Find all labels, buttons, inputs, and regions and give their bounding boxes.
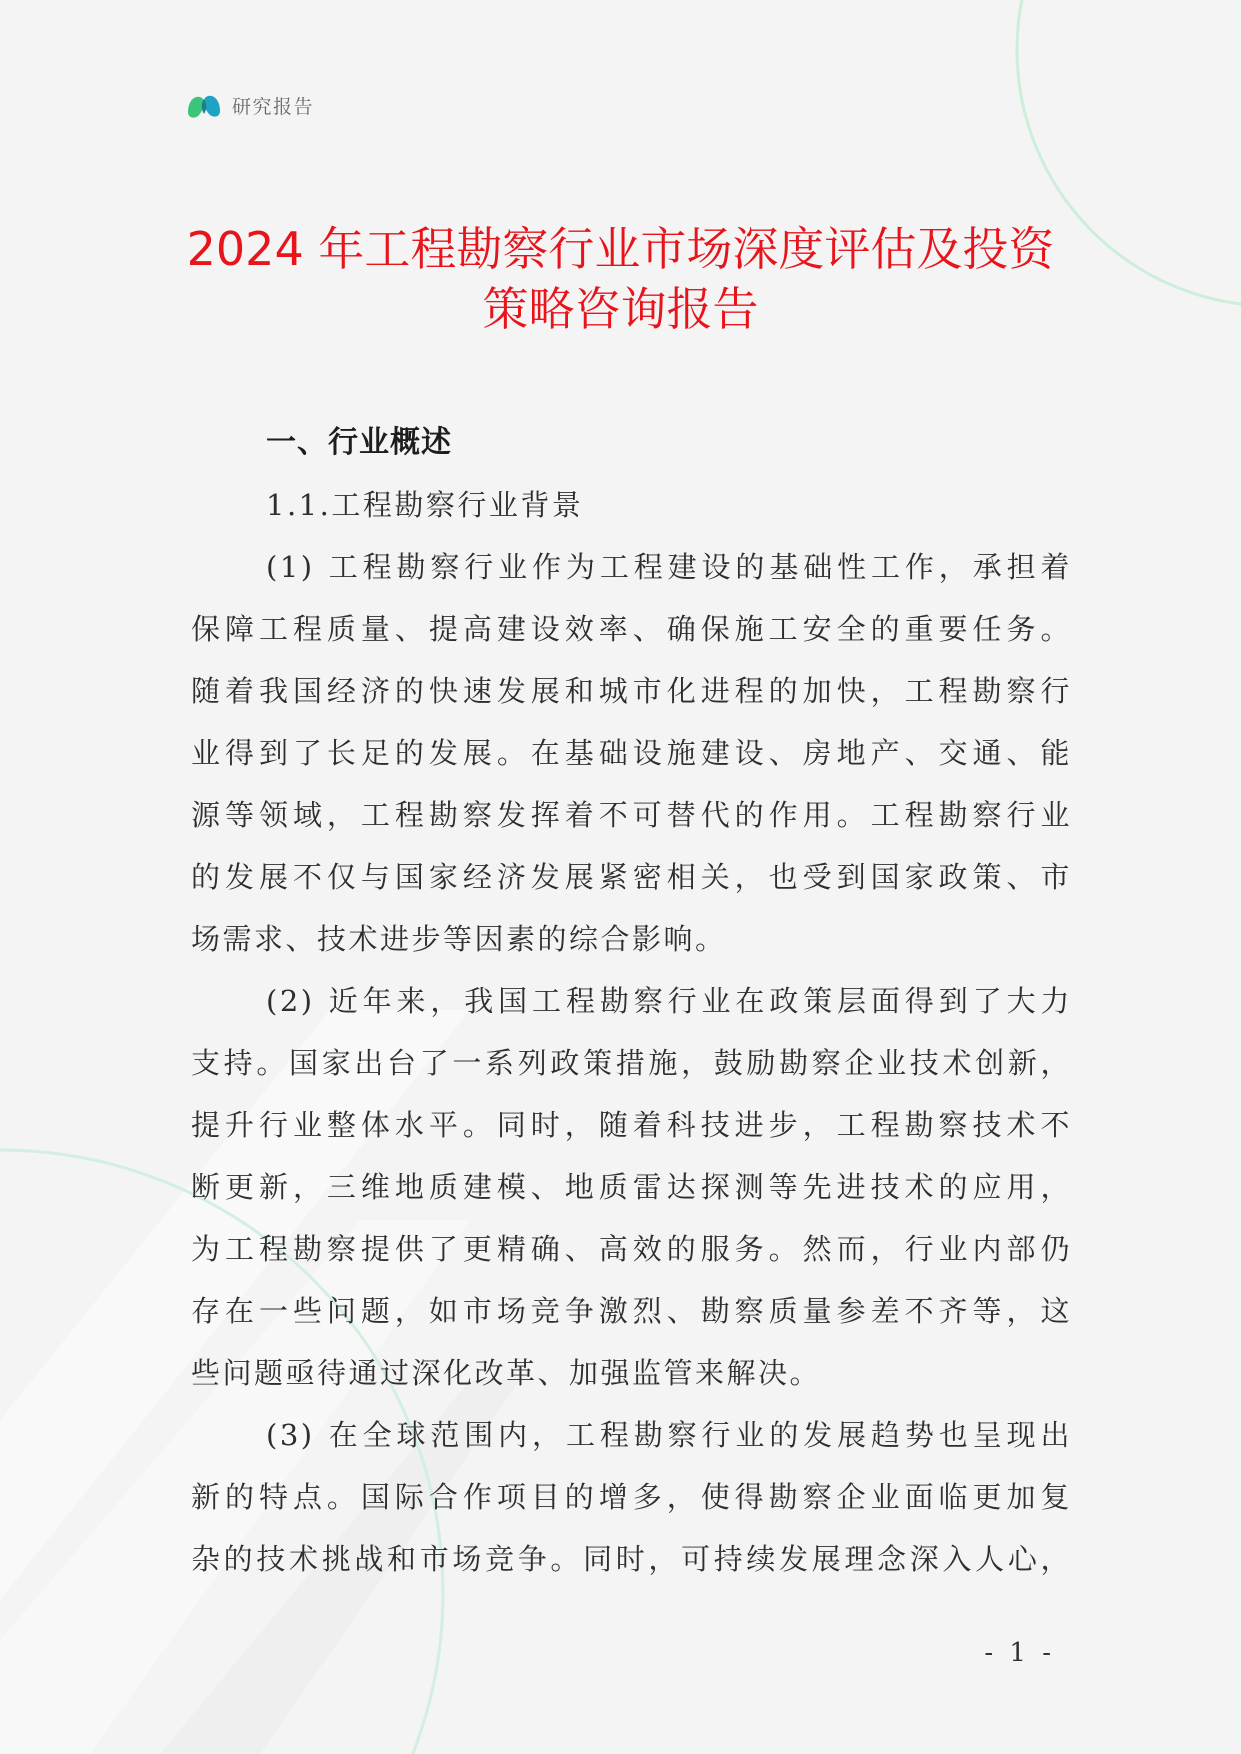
paragraph-2 [191, 970, 1072, 1404]
paragraph-1 [191, 536, 1072, 970]
paragraph-line: 为工程勘察提供了更精确、高效的服务。然而，行业内部仍 [191, 1232, 1072, 1266]
page-number: - 1 - [984, 1638, 1055, 1668]
paragraph-3 [191, 1404, 1072, 1590]
paragraph-line: 些问题亟待通过深化改革、加强监管来解决。 [191, 1356, 822, 1390]
report-title-line-1: 2024 年工程勘察行业市场深度评估及投资 [186, 222, 1055, 276]
paragraph-line: (1) 工程勘察行业作为工程建设的基础性工作，承担着 [266, 550, 1072, 584]
document-body [191, 474, 1072, 1590]
paragraph-line: 业得到了长足的发展。在基础设施建设、房地产、交通、能 [191, 736, 1072, 770]
paragraph-line: 随着我国经济的快速发展和城市化进程的加快，工程勘察行 [191, 674, 1072, 708]
paragraph-line: 新的特点。国际合作项目的增多，使得勘察企业面临更加复 [191, 1480, 1072, 1514]
paragraph-line: 杂的技术挑战和市场竞争。同时，可持续发展理念深入人心， [191, 1542, 1072, 1576]
subsection-heading: 1.1.工程勘察行业背景 [266, 488, 584, 522]
report-title-line-2: 策略咨询报告 [482, 282, 759, 336]
paragraph-line: (3) 在全球范围内，工程勘察行业的发展趋势也呈现出 [266, 1418, 1072, 1452]
paragraph-line: 支持。国家出台了一系列政策措施，鼓励勘察企业技术创新， [191, 1046, 1072, 1080]
report-logo-icon [186, 90, 222, 120]
header-label: 研究报告 [232, 95, 315, 118]
paragraph-line: 保障工程质量、提高建设效率、确保施工安全的重要任务。 [191, 612, 1072, 646]
paragraph-line: 源等领域，工程勘察发挥着不可替代的作用。工程勘察行业 [191, 798, 1072, 832]
paragraph-line: 的发展不仅与国家经济发展紧密相关，也受到国家政策、市 [191, 860, 1072, 894]
paragraph-line: 断更新，三维地质建模、地质雷达探测等先进技术的应用， [191, 1170, 1072, 1204]
paragraph-line: (2) 近年来，我国工程勘察行业在政策层面得到了大力 [266, 984, 1072, 1018]
section-heading: 一、行业概述 [266, 425, 452, 460]
report-title [0, 219, 1241, 339]
paragraph-line: 提升行业整体水平。同时，随着科技进步，工程勘察技术不 [191, 1108, 1072, 1142]
paragraph-line: 存在一些问题，如市场竞争激烈、勘察质量参差不齐等，这 [191, 1294, 1072, 1328]
report-header [186, 90, 314, 120]
paragraph-line: 场需求、技术进步等因素的综合影响。 [191, 922, 727, 956]
